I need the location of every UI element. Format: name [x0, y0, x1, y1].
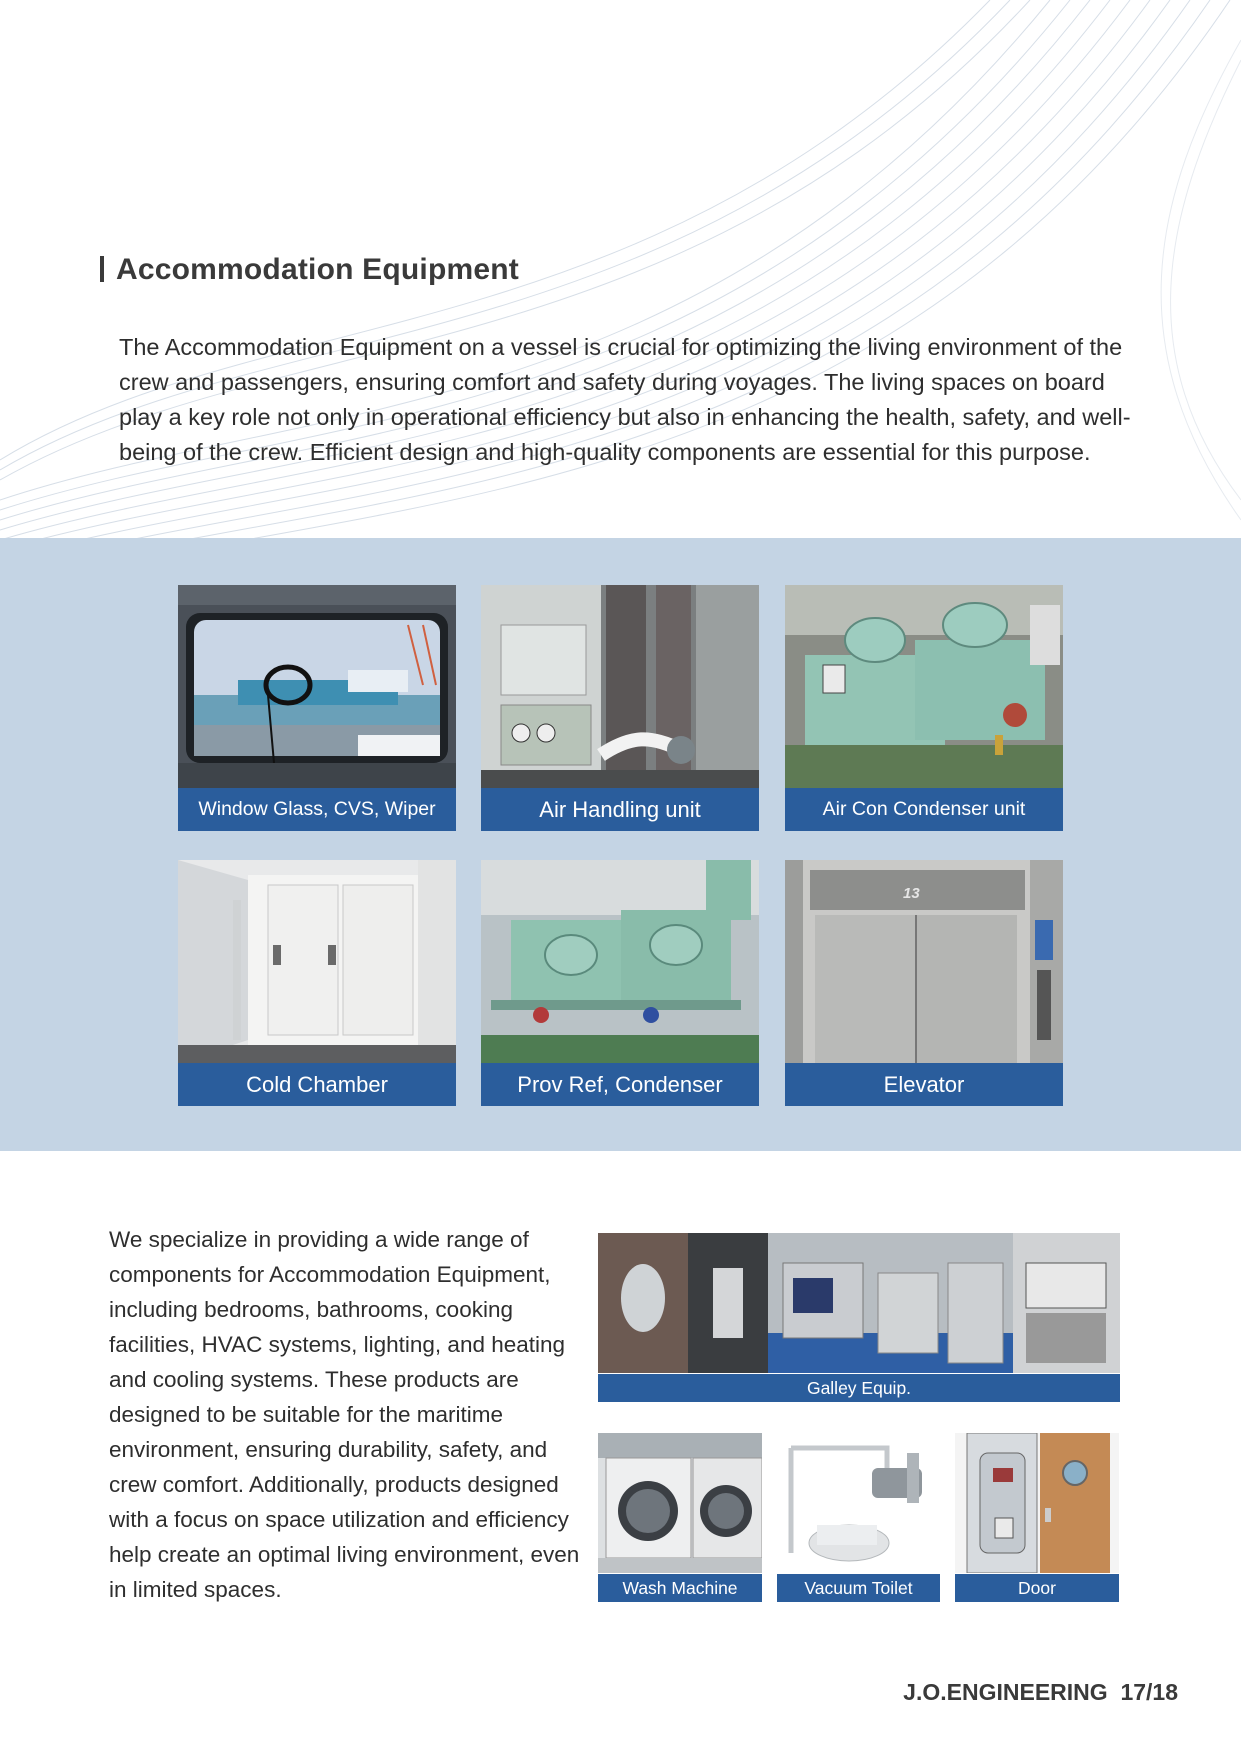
door-photo — [955, 1433, 1119, 1573]
title-bar-marker — [100, 256, 104, 282]
page-footer — [903, 1679, 1178, 1706]
gallery-card-air-con-condenser-unit — [785, 585, 1063, 831]
footer-page-number: 17/18 — [1120, 1679, 1178, 1705]
product-caption: Door — [955, 1574, 1119, 1602]
section-title — [100, 253, 519, 287]
wash-machine-photo — [598, 1433, 762, 1573]
product-card-door — [955, 1433, 1119, 1602]
gallery-caption: Prov Ref, Condenser — [481, 1063, 759, 1106]
product-caption: Wash Machine — [598, 1574, 762, 1602]
product-card-wash-machine — [598, 1433, 762, 1602]
product-card-galley-equip — [598, 1233, 1120, 1402]
section-title-text: Accommodation Equipment — [116, 253, 519, 286]
gallery-caption: Air Con Condenser unit — [785, 788, 1063, 831]
cold-chamber-photo — [178, 860, 456, 1063]
gallery-card-air-handling-unit — [481, 585, 759, 831]
prov-ref-condenser-photo — [481, 860, 759, 1063]
gallery-caption: Cold Chamber — [178, 1063, 456, 1106]
footer-company: J.O.ENGINEERING — [903, 1679, 1108, 1705]
intro-paragraph: The Accommodation Equipment on a vessel is crucial for optimizing the living environment of the crew and passengers, ensuring comfort and safety during voyages. The living spaces on board play a key role not only in operational efficiency but also in enhancing the health, safety, and well-being of the crew. Efficient design and high-quality components are essential for this purpose. — [119, 334, 1131, 465]
air-handling-unit-photo — [481, 585, 759, 788]
gallery-caption: Window Glass, CVS, Wiper — [178, 788, 456, 831]
gallery-card-prov-ref-condenser — [481, 860, 759, 1106]
galley-equip-photo — [598, 1233, 1120, 1373]
product-card-vacuum-toilet — [777, 1433, 940, 1602]
gallery-caption: Air Handling unit — [481, 788, 759, 831]
details-paragraph: We specialize in providing a wide range of components for Accommodation Equipment, including bedrooms, bathrooms, cooking facilities, HVAC systems, lighting, and heating and cooling systems. These products are designed to be suitable for the maritime environment, ensuring durability, safety, and crew comfort. Additionally, products designed with a focus on space utilization and efficiency help create an optimal living environment, even in limited spaces. — [109, 1227, 580, 1602]
elevator-photo — [785, 860, 1063, 1063]
product-caption: Galley Equip. — [598, 1374, 1120, 1402]
elevator-floor-label: 13 — [903, 885, 920, 902]
gallery-card-window-glass — [178, 585, 456, 831]
air-con-condenser-unit-photo — [785, 585, 1063, 788]
window-glass-photo — [178, 585, 456, 788]
gallery-card-cold-chamber — [178, 860, 456, 1106]
gallery-caption: Elevator — [785, 1063, 1063, 1106]
vacuum-toilet-photo — [777, 1433, 940, 1573]
gallery-card-elevator — [785, 860, 1063, 1106]
product-caption: Vacuum Toilet — [777, 1574, 940, 1602]
